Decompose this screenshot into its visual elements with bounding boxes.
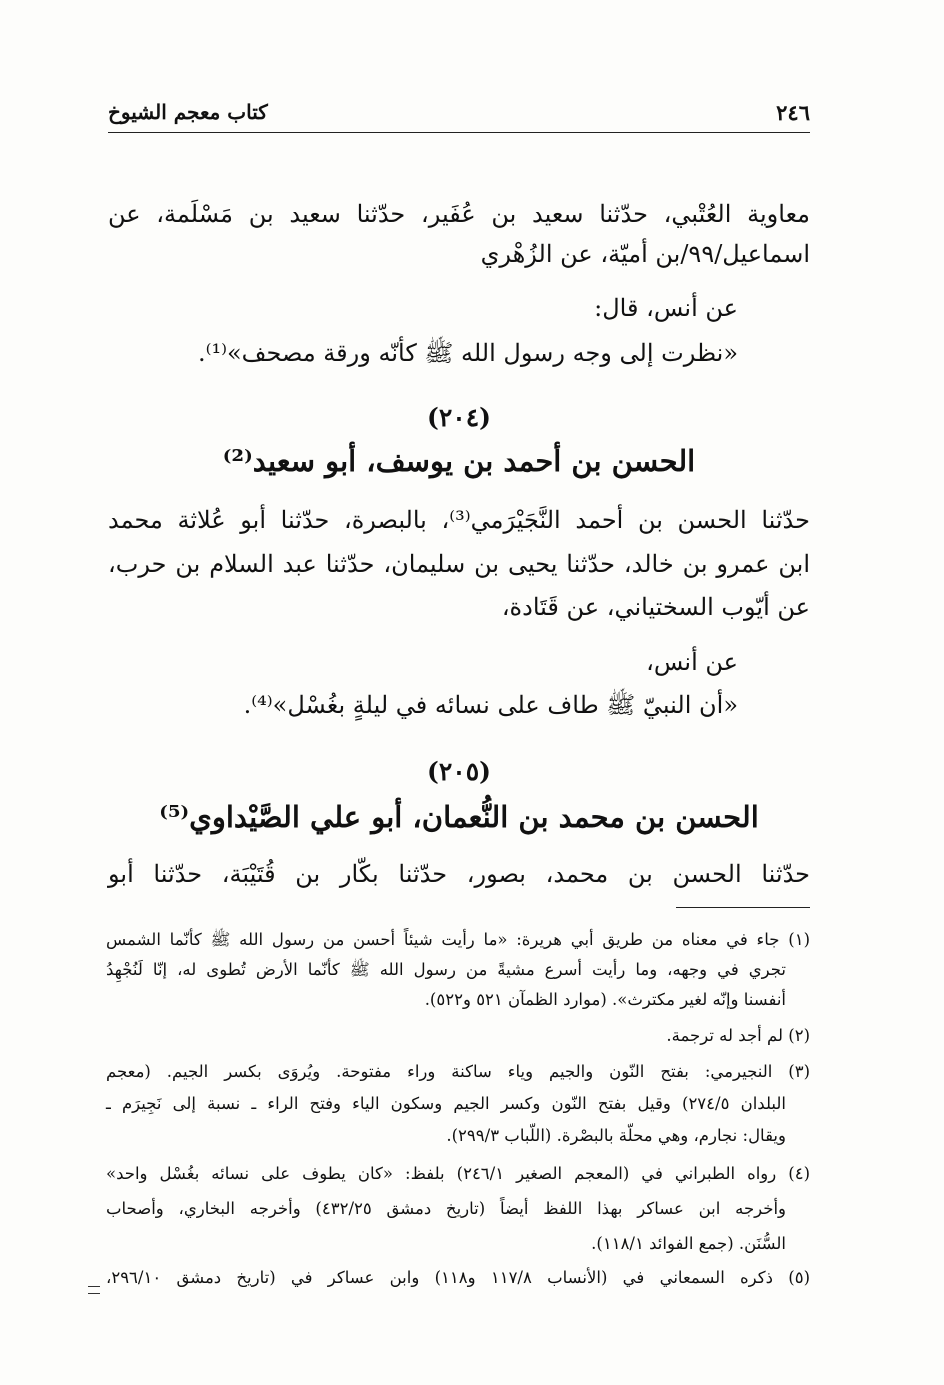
entry-title-204: الحسن بن أحمد بن يوسف، أبو سعيد⁽²⁾ xyxy=(222,444,696,478)
entry-title-205: الحسن بن محمد بن النُّعمان، أبو علي الصَّيْداوي⁽⁵⁾ xyxy=(159,800,759,834)
footnote-4-line-2: وأخرجه ابن عساكر بهذا اللفظ أيضاً (تاريخ دمشق ٤٣٢/٢٥) وأخرجه البخاري، وأصحاب xyxy=(106,1199,786,1218)
footnote-1-line-1: (١) جاء في معناه من طريق أبي هريرة: «ما رأيت شيئاً أحسن من رسول الله ﷺ كأنّما الشمس xyxy=(106,930,810,949)
entry-204-line-2: ابن عمرو بن خالد، حدّثنا يحيى بن سليمان، حدّثنا عبد السلام بن حرب، xyxy=(108,550,810,578)
opening-line-3: عن أنس، قال: xyxy=(594,294,738,322)
footnote-3-line-2: البلدان ٢٧٤/٥) وقيل بفتح النّون وكسر الجيم وسكون الياء وفتح الراء ـ نسبة إلى نَجِيرَم ـ xyxy=(106,1094,786,1113)
footnote-2: (٢) لم أجد له ترجمة. xyxy=(666,1026,810,1045)
footnote-3-line-3: ويقال: نجارم، وهي محلّة بالبصْرة. (اللّباب ٢٩٩/٣). xyxy=(446,1126,786,1145)
entry-number-204: (٢٠٤) xyxy=(427,403,491,432)
running-header xyxy=(108,96,810,133)
footnote-1-line-2: تجري في وجهه، وما رأيت أسرع مشيةً من رسول الله ﷺ كأنّما الأرض تُطوى له، إنّا لَنُجْهِدُ xyxy=(106,960,786,979)
footnote-rule xyxy=(676,907,810,908)
opening-line-1: معاوية العُتْبي، حدّثنا سعيد بن عُفَير، حدّثنا سعيد بن مَسْلَمة، عن xyxy=(108,200,810,228)
opening-hadith-text: «نظرت إلى وجه رسول الله ﷺ كأنّه ورقة مصحف»⁽¹⁾. xyxy=(197,339,738,367)
entry-number-205: (٢٠٥) xyxy=(427,757,491,786)
entry-204-line-1: حدّثنا الحسن بن أحمد النَّجَيْرَمي⁽³⁾، بالبصرة، حدّثنا أبو عُلاثة محمد xyxy=(108,506,810,534)
footnote-1-line-3: أنفسنا وإنّه لغير مكترث». (موارد الظمآن ٥٢١ و٥٢٢). xyxy=(424,990,786,1009)
entry-205-line-1: حدّثنا الحسن بن محمد، بصور، حدّثنا بكّار بن قُتَيْبَة، حدّثنا أبو xyxy=(108,860,810,888)
continuation-mark xyxy=(88,1286,100,1294)
footnote-4-line-1: (٤) رواه الطبراني في (المعجم الصغير ٢٤٦/١) بلفظ: «كان يطوف على نسائه بغُسْل واحد» xyxy=(106,1164,810,1183)
footnote-5-line-1: (٥) ذكره السمعاني في (الأنساب ١١٧/٨ و١١٨) وابن عساكر في (تاريخ دمشق ٢٩٦/١٠، xyxy=(106,1268,810,1287)
entry-204-line-4: عن أنس، xyxy=(646,648,738,676)
entry-204-line-3: عن أيّوب السختياني، عن قَتَادة، xyxy=(501,593,810,621)
entry-204-hadith-text: «أن النبيّ ﷺ طاف على نسائه في ليلةٍ بغُسْل»⁽⁴⁾. xyxy=(243,691,738,719)
footnote-4-line-3: السُّنَن. (جمع الفوائد ١١٨/١). xyxy=(591,1234,786,1253)
page-number: ٢٤٦ xyxy=(776,100,810,125)
footnote-3-line-1: (٣) النجيرمي: بفتح النّون والجيم وياء ساكنة وراء مفتوحة. ويُروَى بكسر الجيم. (معجم xyxy=(106,1062,810,1081)
opening-line-2: اسماعيل/٩٩/بن أميّة، عن الزُهْري xyxy=(480,240,810,268)
book-title: كتاب معجم الشيوخ xyxy=(108,100,268,124)
